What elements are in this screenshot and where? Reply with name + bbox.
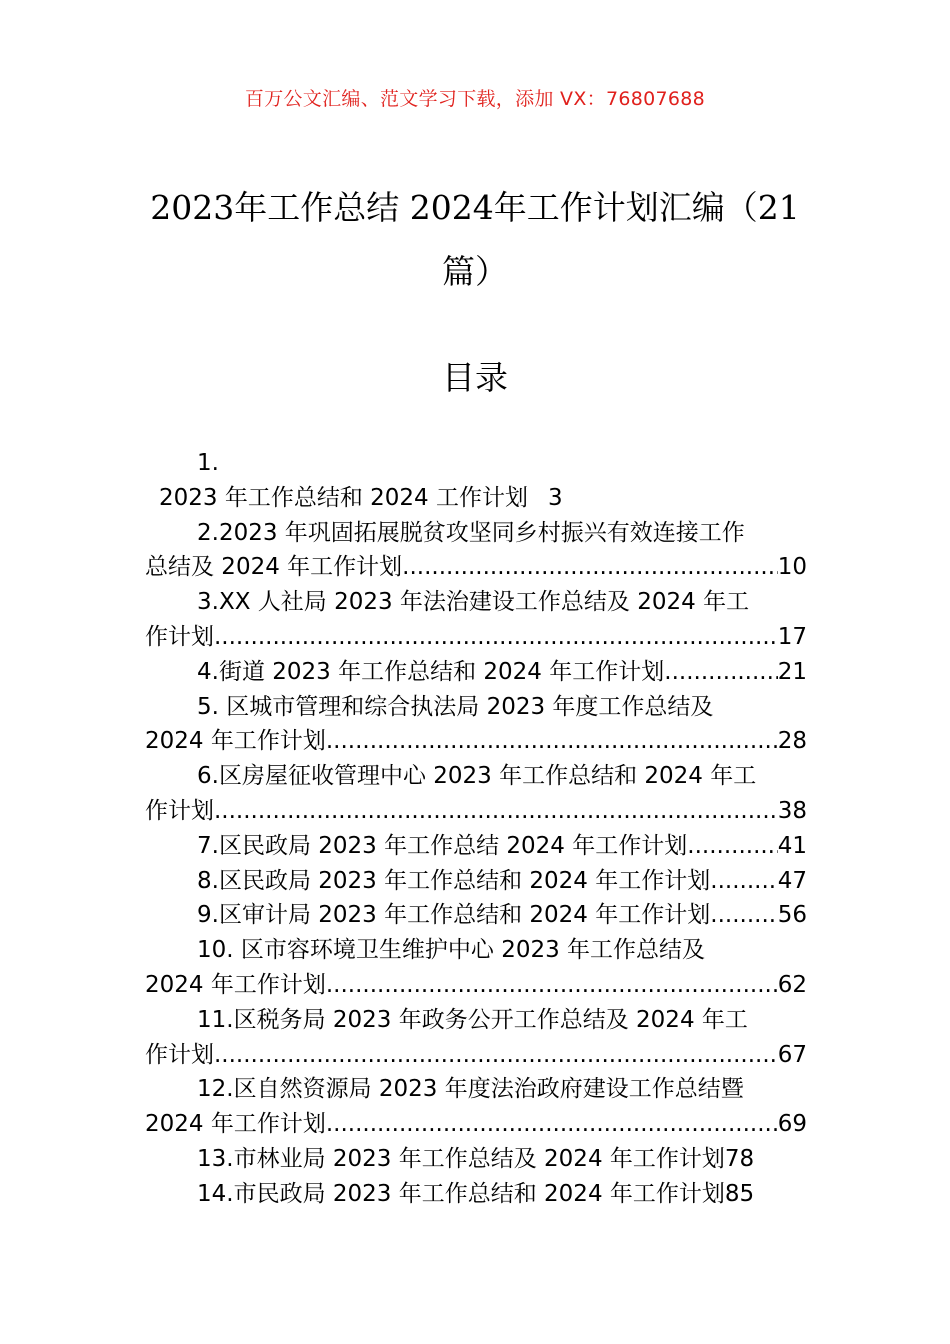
- toc-entry-page: 10: [777, 554, 807, 581]
- toc-entry-title: 10. 区市容环境卫生维护中心 2023 年工作总结及: [197, 937, 706, 964]
- toc-heading: 目录: [442, 358, 508, 397]
- toc-entry-page: 17: [777, 623, 807, 650]
- toc-entry-title-cont: 作计划: [145, 797, 214, 824]
- dot-leader: [710, 864, 777, 899]
- toc-entry-title: 4.街道 2023 年工作总结和 2024 年工作计划: [197, 658, 665, 685]
- toc-entry-page: 67: [777, 1041, 807, 1068]
- dot-leader: [326, 968, 778, 1003]
- toc-entry-title: 3.XX 人社局 2023 年法治建设工作总结及 2024 年工: [197, 589, 750, 616]
- dot-leader: [664, 655, 777, 690]
- toc-entry-page: 69: [777, 1111, 807, 1138]
- toc-entry-title: 9.区审计局 2023 年工作总结和 2024 年工作计划: [197, 902, 711, 929]
- toc-entry[interactable]: [145, 1142, 807, 1177]
- toc-entry-title-cont: 总结及 2024 年工作计划: [145, 554, 403, 581]
- dot-leader: [214, 794, 778, 829]
- toc-entry[interactable]: [145, 446, 807, 516]
- toc-entry-page: 62: [777, 971, 807, 998]
- toc-entry-title: 7.区民政局 2023 年工作总结 2024 年工作计划: [197, 832, 688, 859]
- toc-entry-title: 13.市林业局 2023 年工作总结及 2024 年工作计划: [197, 1145, 725, 1172]
- dot-leader: [214, 620, 778, 655]
- table-of-contents: [145, 446, 807, 1212]
- dot-leader: [710, 898, 777, 933]
- toc-entry-title-cont: 作计划: [145, 1041, 214, 1068]
- toc-entry-number: 1.: [197, 450, 219, 476]
- dot-leader: [402, 550, 778, 585]
- toc-entry-title: 8.区民政局 2023 年工作总结和 2024 年工作计划: [197, 867, 711, 894]
- toc-entry-page: 3: [548, 484, 563, 511]
- toc-entry[interactable]: [145, 898, 807, 933]
- toc-entry[interactable]: [145, 655, 807, 690]
- toc-entry-page: 47: [777, 867, 807, 894]
- toc-entry-page: 41: [777, 832, 807, 859]
- dot-leader: [326, 1107, 778, 1142]
- toc-entry-title: 11.区税务局 2023 年政务公开工作总结及 2024 年工: [197, 1006, 748, 1033]
- dot-leader: [687, 829, 777, 864]
- toc-entry-title: 6.区房屋征收管理中心 2023 年工作总结和 2024 年工: [197, 763, 757, 790]
- toc-entry[interactable]: [145, 1177, 807, 1212]
- toc-entry-page: 38: [777, 797, 807, 824]
- toc-entry[interactable]: [145, 864, 807, 899]
- toc-entry-title: 12.区自然资源局 2023 年度法治政府建设工作总结暨: [197, 1076, 744, 1103]
- toc-entry[interactable]: [145, 516, 807, 586]
- dot-leader: [214, 1038, 778, 1073]
- dot-leader: [326, 724, 778, 759]
- toc-entry[interactable]: [145, 1072, 807, 1142]
- toc-entry[interactable]: [145, 585, 807, 655]
- toc-entry-page: 56: [777, 902, 807, 929]
- toc-entry-title-cont: 2024 年工作计划: [145, 1111, 326, 1138]
- toc-entry-title: 5. 区城市管理和综合执法局 2023 年度工作总结及: [197, 693, 714, 720]
- toc-entry-title-cont: 作计划: [145, 623, 214, 650]
- toc-entry[interactable]: [145, 1003, 807, 1073]
- document-title: 2023年工作总结 2024年工作计划汇编（21篇）: [150, 188, 800, 291]
- toc-entry[interactable]: [145, 933, 807, 1003]
- promo-banner: 百万公文汇编、范文学习下载，添加 VX：76807688: [244, 88, 706, 110]
- toc-entry-title: 2023 年工作总结和 2024 工作计划: [159, 484, 528, 511]
- toc-entry-title-cont: 2024 年工作计划: [145, 971, 326, 998]
- toc-entry-page: 78: [724, 1145, 755, 1172]
- toc-entry-page: 21: [777, 658, 807, 685]
- toc-entry-title: 2.2023 年巩固拓展脱贫攻坚同乡村振兴有效连接工作: [197, 519, 745, 546]
- toc-entry-title: 14.市民政局 2023 年工作总结和 2024 年工作计划: [197, 1180, 725, 1207]
- toc-entry-page: 85: [724, 1180, 755, 1207]
- toc-entry[interactable]: [145, 829, 807, 864]
- toc-entry[interactable]: [145, 759, 807, 829]
- toc-entry-title-cont: 2024 年工作计划: [145, 728, 326, 755]
- toc-entry-page: 28: [777, 728, 807, 755]
- toc-entry[interactable]: [145, 690, 807, 760]
